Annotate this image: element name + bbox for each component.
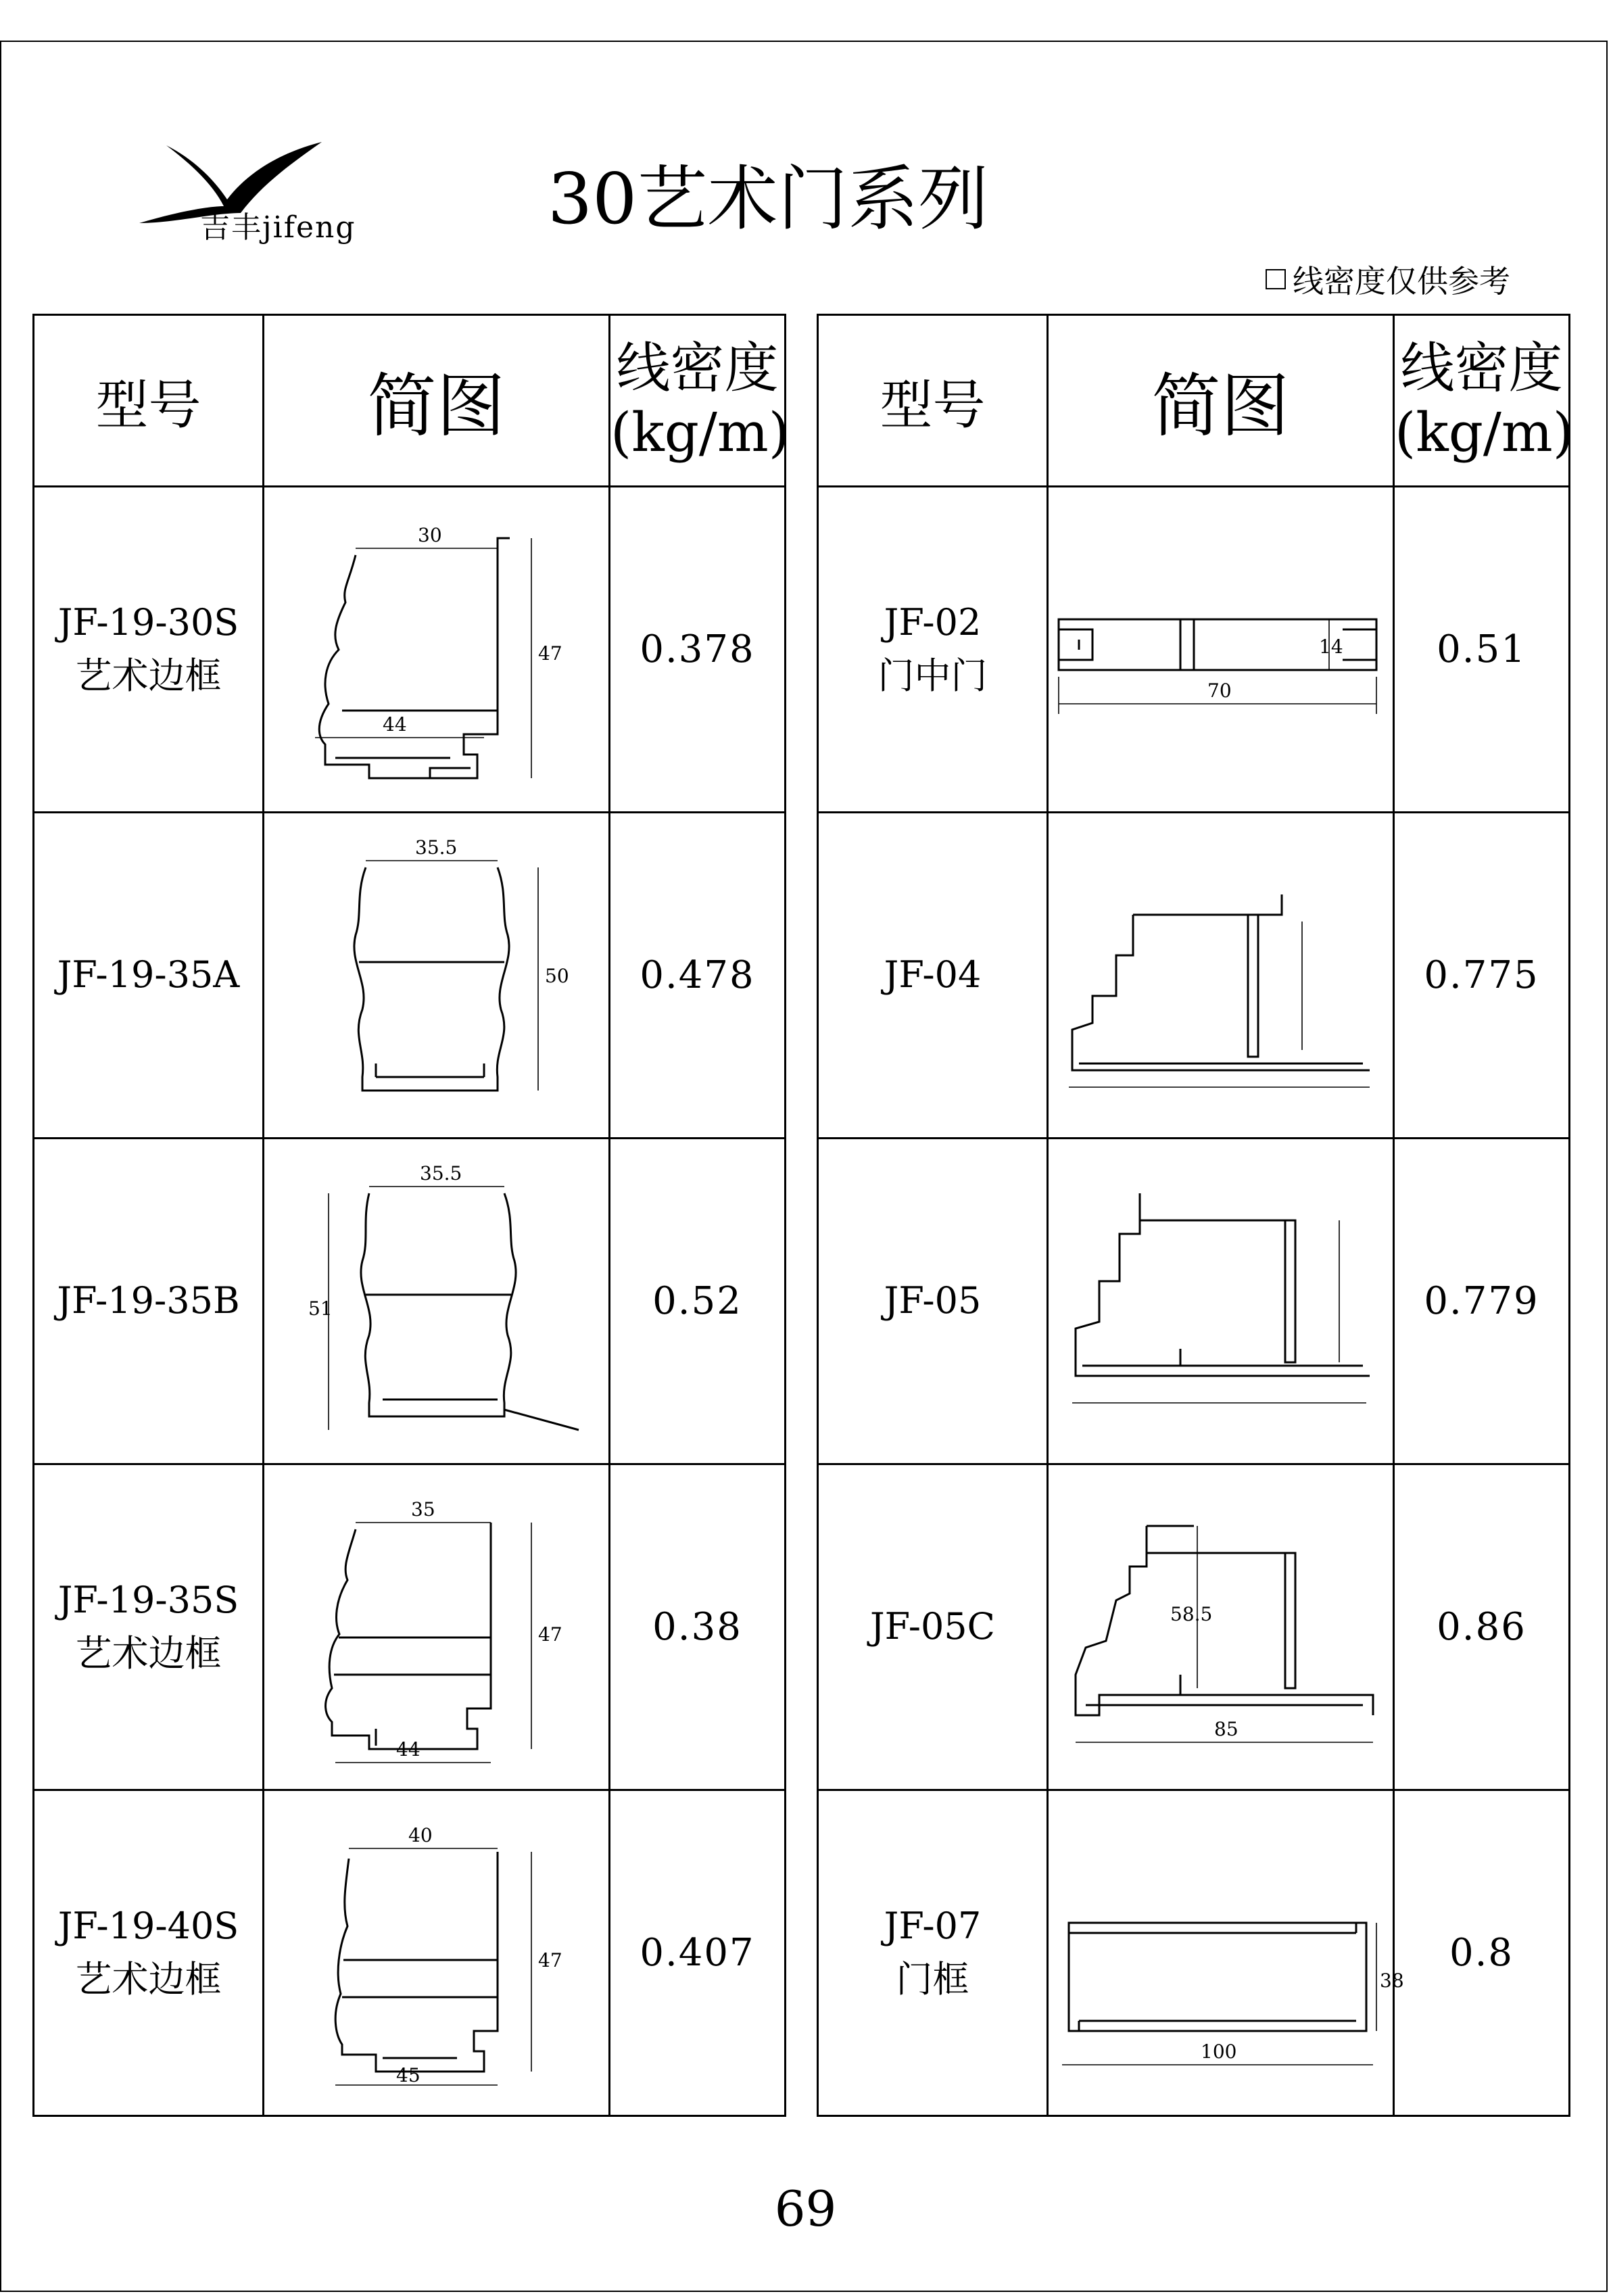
density-value: 0.407 (610, 1790, 786, 2116)
dim-height: 47 (537, 1623, 562, 1646)
density-note (1266, 257, 1510, 302)
density-value: 0.52 (610, 1139, 786, 1464)
dim-height: 58.5 (1170, 1602, 1212, 1625)
figure-cell (264, 1139, 610, 1464)
dim-height: 51 (308, 1297, 333, 1320)
dim-width: 100 (1200, 2040, 1236, 2063)
model-code: JF-19-35S (57, 1579, 239, 1622)
model-cell (34, 1790, 264, 2116)
table-row (34, 1139, 786, 1464)
figure-cell (1048, 487, 1394, 813)
model-cell (818, 1464, 1048, 1790)
header-figure: 简图 (264, 315, 610, 487)
model-code: JF-05 (884, 1279, 982, 1322)
dim-height: 50 (544, 964, 569, 987)
profile-drawing-jf-19-35s (295, 1485, 579, 1769)
table-row (34, 1464, 786, 1790)
figure-cell (1048, 1464, 1394, 1790)
figure-cell (264, 1464, 610, 1790)
figure-cell (1048, 813, 1394, 1139)
profile-drawing-jf-04 (1052, 834, 1390, 1118)
figure-cell (264, 487, 610, 813)
profile-drawing-jf-19-40s (295, 1811, 579, 2095)
table-row (818, 1464, 1570, 1790)
dim-width: 70 (1207, 679, 1232, 702)
density-value: 0.378 (610, 487, 786, 813)
profile-drawing-jf-07 (1052, 1811, 1404, 2095)
dim-height: 14 (1318, 635, 1343, 658)
table-row (34, 1790, 786, 2116)
model-code: JF-19-40S (57, 1905, 239, 1948)
dim-height: 47 (537, 1948, 562, 1971)
model-code: JF-07 (884, 1905, 982, 1948)
density-value: 0.779 (1394, 1139, 1570, 1464)
model-cell (34, 813, 264, 1139)
model-name: 门框 (896, 1957, 969, 2001)
figure-cell (1048, 1790, 1404, 2116)
checkbox-square-icon (1266, 269, 1286, 289)
figure-cell (264, 813, 610, 1139)
profile-drawing-jf-02 (1052, 508, 1390, 792)
right-header-row (818, 315, 1570, 487)
density-value: 0.478 (610, 813, 786, 1139)
density-value: 0.51 (1394, 487, 1570, 813)
dim-height: 47 (537, 642, 562, 665)
density-note-text: 线密度仅供参考 (1293, 263, 1510, 300)
header-density (1394, 315, 1574, 487)
table-row (818, 1139, 1570, 1464)
dim-width: 85 (1213, 1717, 1239, 1740)
dim-width-bottom: 45 (395, 2063, 420, 2086)
model-code: JF-19-35A (57, 953, 240, 997)
header-density (610, 315, 790, 487)
model-cell (818, 813, 1048, 1139)
dim-width-bottom: 44 (382, 713, 407, 736)
table-row (34, 813, 786, 1139)
model-code: JF-05C (870, 1605, 995, 1648)
table-row (34, 487, 786, 813)
dim-width-top: 35 (410, 1498, 435, 1521)
dim-width: 35.5 (419, 1162, 462, 1185)
table-row (818, 487, 1570, 813)
figure-cell (1048, 1139, 1394, 1464)
header-density-unit: (kg/m) (610, 400, 790, 464)
left-spec-table (32, 314, 790, 2117)
figure-cell (264, 1790, 610, 2116)
model-code: JF-04 (884, 953, 982, 997)
dim-width-top: 30 (417, 523, 442, 546)
brand-name: 吉丰jifeng (200, 210, 356, 245)
model-code: JF-02 (884, 601, 982, 644)
header-density-label: 线密度 (1400, 337, 1563, 400)
header-figure: 简图 (1048, 315, 1394, 487)
dim-width-bottom: 44 (395, 1738, 420, 1761)
model-name: 艺术边框 (75, 1631, 222, 1675)
model-cell (818, 487, 1048, 813)
model-code: JF-19-35B (57, 1279, 240, 1322)
density-value: 0.38 (610, 1464, 786, 1790)
model-cell (818, 1139, 1048, 1464)
dim-height: 38 (1379, 1969, 1404, 1992)
header-type: 型号 (34, 315, 264, 487)
profile-drawing-jf-19-35b (281, 1159, 592, 1443)
header-type: 型号 (818, 315, 1048, 487)
dim-width-top: 40 (408, 1823, 433, 1846)
header-density-unit: (kg/m) (1395, 400, 1574, 464)
table-row (818, 813, 1570, 1139)
profile-drawing-jf-05c (1052, 1485, 1390, 1769)
profile-drawing-jf-19-30s (295, 508, 579, 792)
dim-width: 35.5 (414, 836, 457, 859)
table-row (818, 1790, 1570, 2116)
model-code: JF-19-30S (57, 601, 239, 644)
density-value: 0.8 (1394, 1790, 1570, 2116)
profile-drawing-jf-05 (1052, 1159, 1390, 1443)
model-cell (34, 1139, 264, 1464)
model-name: 门中门 (877, 654, 988, 697)
model-cell (818, 1790, 1048, 2116)
right-spec-table (817, 314, 1574, 2117)
header-density-label: 线密度 (616, 337, 779, 400)
model-name: 艺术边框 (75, 654, 222, 697)
profile-drawing-jf-19-35a (295, 834, 579, 1118)
density-value: 0.775 (1394, 813, 1570, 1139)
page-number: 69 (774, 2180, 837, 2237)
model-cell (34, 1464, 264, 1790)
model-name: 艺术边框 (75, 1957, 222, 2001)
page-title: 30艺术门系列 (548, 158, 989, 240)
left-header-row (34, 315, 786, 487)
model-cell (34, 487, 264, 813)
density-value: 0.86 (1394, 1464, 1570, 1790)
